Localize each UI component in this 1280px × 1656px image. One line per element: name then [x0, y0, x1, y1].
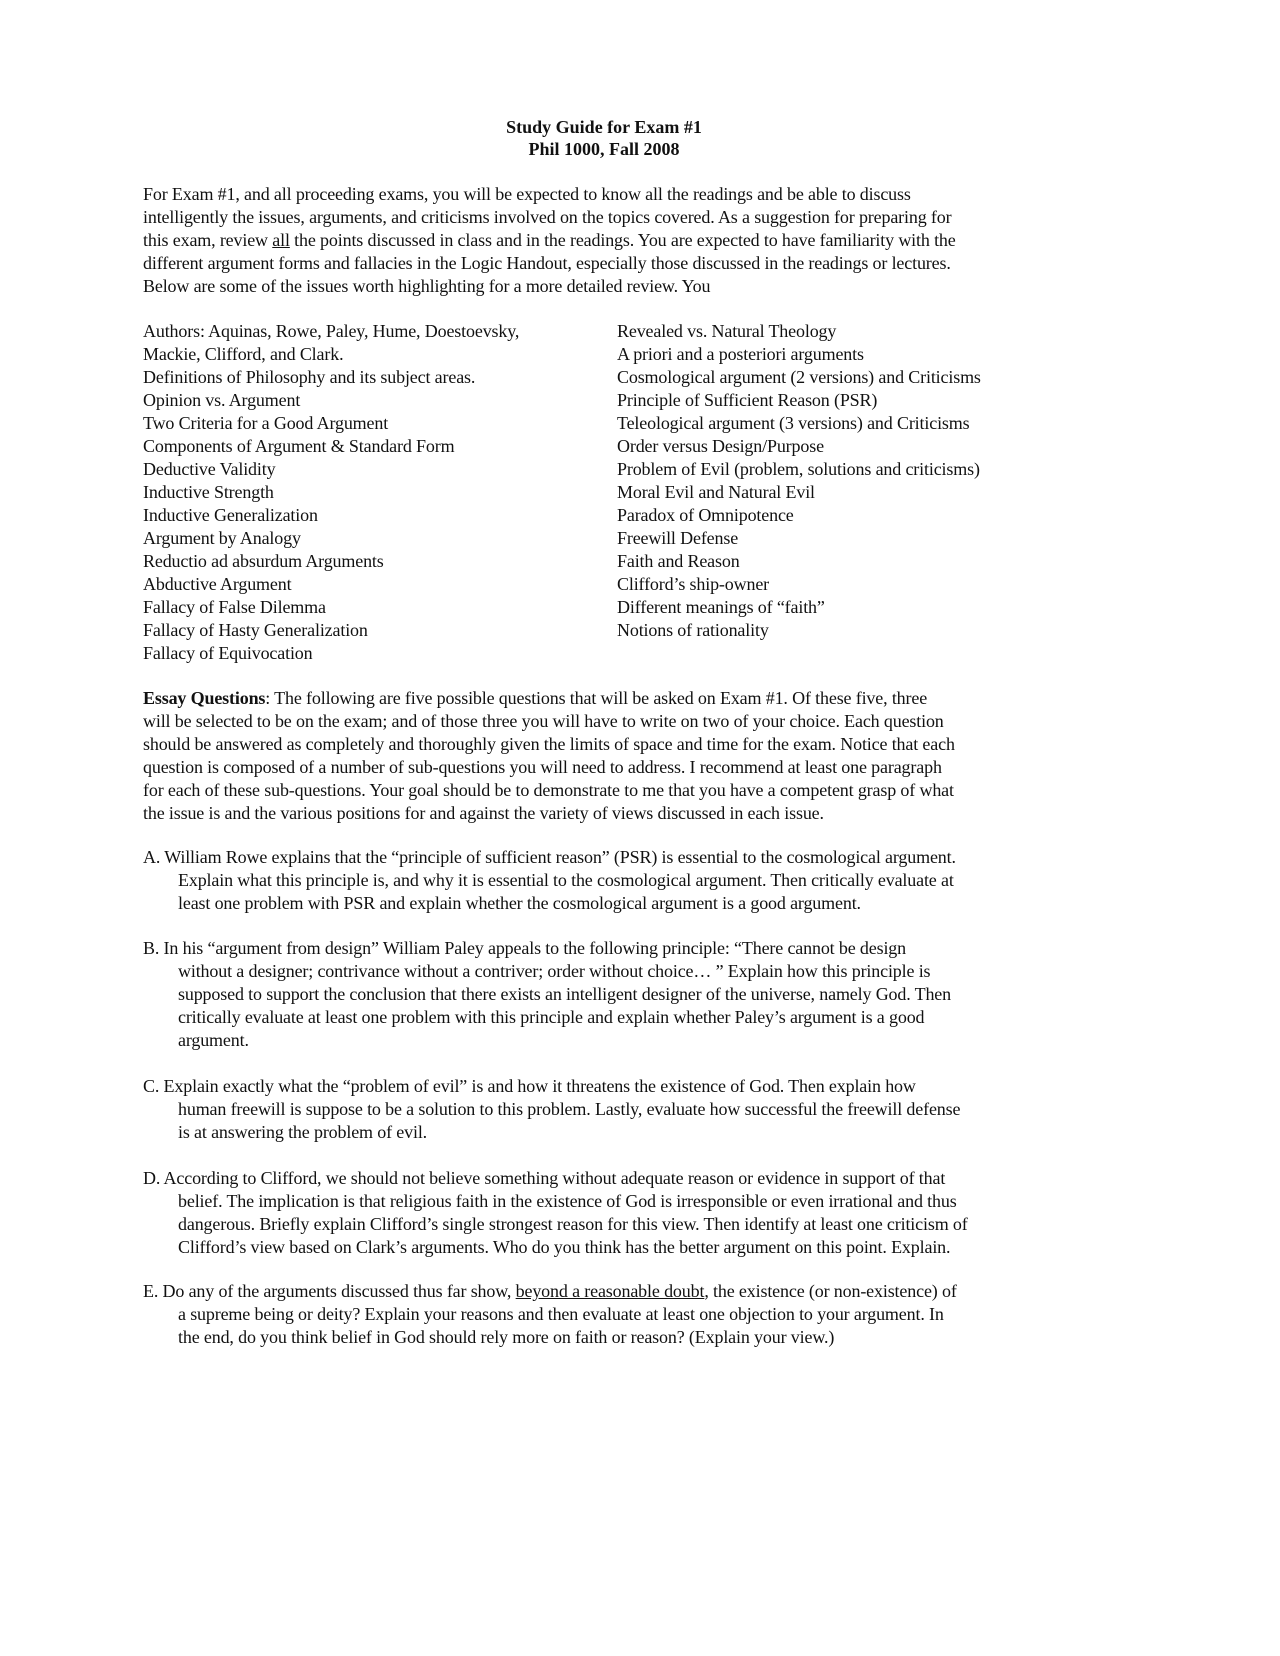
document-subtitle: Phil 1000, Fall 2008 — [528, 139, 680, 159]
topic-item: Argument by Analogy — [143, 528, 301, 548]
topic-item: A priori and a posteriori arguments — [617, 344, 864, 364]
text-segment: Below are some of the issues worth highlighting for a more detailed review. You — [143, 276, 711, 296]
essay-question-line — [178, 983, 951, 1006]
text-segment: B. In his “argument from design” William Paley appeals to the following principle: “There cannot be design — [143, 938, 907, 958]
text-segment: this exam, review — [143, 230, 273, 250]
topic-item: Two Criteria for a Good Argument — [143, 413, 389, 433]
topic-item: Teleological argument (3 versions) and Criticisms — [617, 413, 970, 433]
topic-item: Faith and Reason — [617, 551, 740, 571]
text-segment: least one problem with PSR and explain whether the cosmological argument is a good argument. — [178, 893, 861, 913]
topic-item: Authors: Aquinas, Rowe, Paley, Hume, Doestoevsky, — [143, 321, 520, 341]
essay-intro-line — [143, 756, 942, 779]
topic-item: Revealed vs. Natural Theology — [617, 321, 837, 341]
text-segment: the issue is and the various positions for and against the variety of views discussed in each issue. — [143, 803, 824, 823]
underlined-text: beyond a reasonable doubt — [515, 1281, 705, 1301]
topic-item: Inductive Generalization — [143, 505, 318, 525]
text-segment: human freewill is suppose to be a solution to this problem. Lastly, evaluate how successful the freewill defense — [178, 1099, 961, 1119]
essay-question-line — [143, 937, 906, 960]
essay-question-line — [178, 1006, 924, 1029]
essay-question-line — [178, 960, 930, 983]
intro-line — [143, 183, 911, 206]
essay-question-line — [178, 1098, 960, 1121]
topic-item: Inductive Strength — [143, 482, 274, 502]
topic-item: Different meanings of “faith” — [617, 597, 825, 617]
text-segment: question is composed of a number of sub-questions you will need to address. I recommend at least one paragraph — [143, 757, 942, 777]
essay-question-line — [143, 1280, 957, 1303]
topic-item: Fallacy of Hasty Generalization — [143, 620, 368, 640]
topic-item: Deductive Validity — [143, 459, 276, 479]
text-segment: should be answered as completely and thoroughly given the limits of space and time for the exam. Notice that each — [143, 734, 955, 754]
topic-item: Mackie, Clifford, and Clark. — [143, 344, 344, 364]
text-segment: for each of these sub-questions. Your goal should be to demonstrate to me that you have a competent grasp of what — [143, 780, 954, 800]
topic-item: Cosmological argument (2 versions) and Criticisms — [617, 367, 981, 387]
intro-line — [143, 206, 951, 229]
essay-question-line — [178, 1121, 427, 1144]
underlined-text: all — [272, 230, 290, 250]
essay-question-line — [178, 1236, 950, 1259]
text-segment: C. Explain exactly what the “problem of evil” is and how it threatens the existence of God. Then explain how — [143, 1076, 916, 1096]
text-segment: intelligently the issues, arguments, and criticisms involved on the topics covered. As a suggestion for preparing for — [143, 207, 952, 227]
essay-question-line — [143, 1167, 945, 1190]
text-segment: argument. — [178, 1030, 249, 1050]
essay-intro-line — [143, 733, 955, 756]
text-segment: a supreme being or deity? Explain your reasons and then evaluate at least one objection to your argument. In — [178, 1304, 944, 1324]
text-segment: critically evaluate at least one problem with this principle and explain whether Paley’s argument is a good — [178, 1007, 925, 1027]
text-segment: belief. The implication is that religious faith in the existence of God is irresponsible or even irrational and thus — [178, 1191, 957, 1211]
topic-item: Fallacy of Equivocation — [143, 643, 313, 663]
topic-item: Clifford’s ship-owner — [617, 574, 770, 594]
text-segment: without a designer; contrivance without a contriver; order without choice… ” Explain how this principle is — [178, 961, 931, 981]
intro-line — [143, 275, 710, 298]
essay-intro-line — [143, 802, 824, 825]
topic-item: Opinion vs. Argument — [143, 390, 301, 410]
topic-item: Notions of rationality — [617, 620, 769, 640]
text-segment: , the existence (or non-existence) of — [704, 1281, 957, 1301]
text-segment: will be selected to be on the exam; and of those three you will have to write on two of your choice. Each question — [143, 711, 944, 731]
essay-question-line — [178, 869, 954, 892]
topic-item: Paradox of Omnipotence — [617, 505, 794, 525]
topic-item: Order versus Design/Purpose — [617, 436, 824, 456]
essay-intro-line — [143, 710, 944, 733]
essay-question-line — [178, 1303, 944, 1326]
essay-question-line — [178, 1190, 957, 1213]
essay-question-line — [143, 1075, 916, 1098]
text-segment: the end, do you think belief in God should rely more on faith or reason? (Explain your view.) — [178, 1327, 835, 1347]
text-segment: A. William Rowe explains that the “principle of sufficient reason” (PSR) is essential to the cosmological argument. — [143, 847, 956, 867]
topic-item: Abductive Argument — [143, 574, 292, 594]
text-segment: Clifford’s view based on Clark’s arguments. Who do you think has the better argument on this point. Explain. — [178, 1237, 951, 1257]
intro-line — [143, 229, 956, 252]
text-segment: dangerous. Briefly explain Clifford’s single strongest reason for this view. Then identify at least one criticism of — [178, 1214, 968, 1234]
topic-item: Reductio ad absurdum Arguments — [143, 551, 384, 571]
topic-item: Fallacy of False Dilemma — [143, 597, 326, 617]
text-segment: E. Do any of the arguments discussed thus far show, — [143, 1281, 516, 1301]
essay-question-line — [143, 846, 956, 869]
topic-item: Principle of Sufficient Reason (PSR) — [617, 390, 878, 410]
topic-item: Problem of Evil (problem, solutions and criticisms) — [617, 459, 980, 479]
topic-item: Freewill Defense — [617, 528, 739, 548]
essay-intro-line — [143, 687, 927, 710]
topic-item: Definitions of Philosophy and its subject areas. — [143, 367, 476, 387]
text-segment: supposed to support the conclusion that there exists an intelligent designer of the universe, namely God. Then — [178, 984, 951, 1004]
essay-question-line — [178, 892, 861, 915]
text-segment: Explain what this principle is, and why it is essential to the cosmological argument. Then critically evaluate at — [178, 870, 954, 890]
topic-item: Components of Argument & Standard Form — [143, 436, 455, 456]
intro-line — [143, 252, 951, 275]
text-segment: is at answering the problem of evil. — [178, 1122, 428, 1142]
topic-item: Moral Evil and Natural Evil — [617, 482, 815, 502]
text-segment: : The following are five possible questions that will be asked on Exam #1. Of these five, three — [265, 688, 928, 708]
text-segment: D. According to Clifford, we should not believe something without adequate reason or evidence in support of that — [143, 1168, 946, 1188]
essay-question-line — [178, 1213, 968, 1236]
text-segment: the points discussed in class and in the readings. You are expected to have familiarity with the — [289, 230, 956, 250]
bold-label: Essay Questions — [143, 688, 266, 708]
essay-intro-line — [143, 779, 954, 802]
text-segment: For Exam #1, and all proceeding exams, you will be expected to know all the readings and be able to discuss — [143, 184, 911, 204]
document-title: Study Guide for Exam #1 — [506, 117, 702, 137]
text-segment: different argument forms and fallacies in the Logic Handout, especially those discussed in the readings or lectures. — [143, 253, 951, 273]
essay-question-line — [178, 1326, 834, 1349]
essay-question-line — [178, 1029, 249, 1052]
